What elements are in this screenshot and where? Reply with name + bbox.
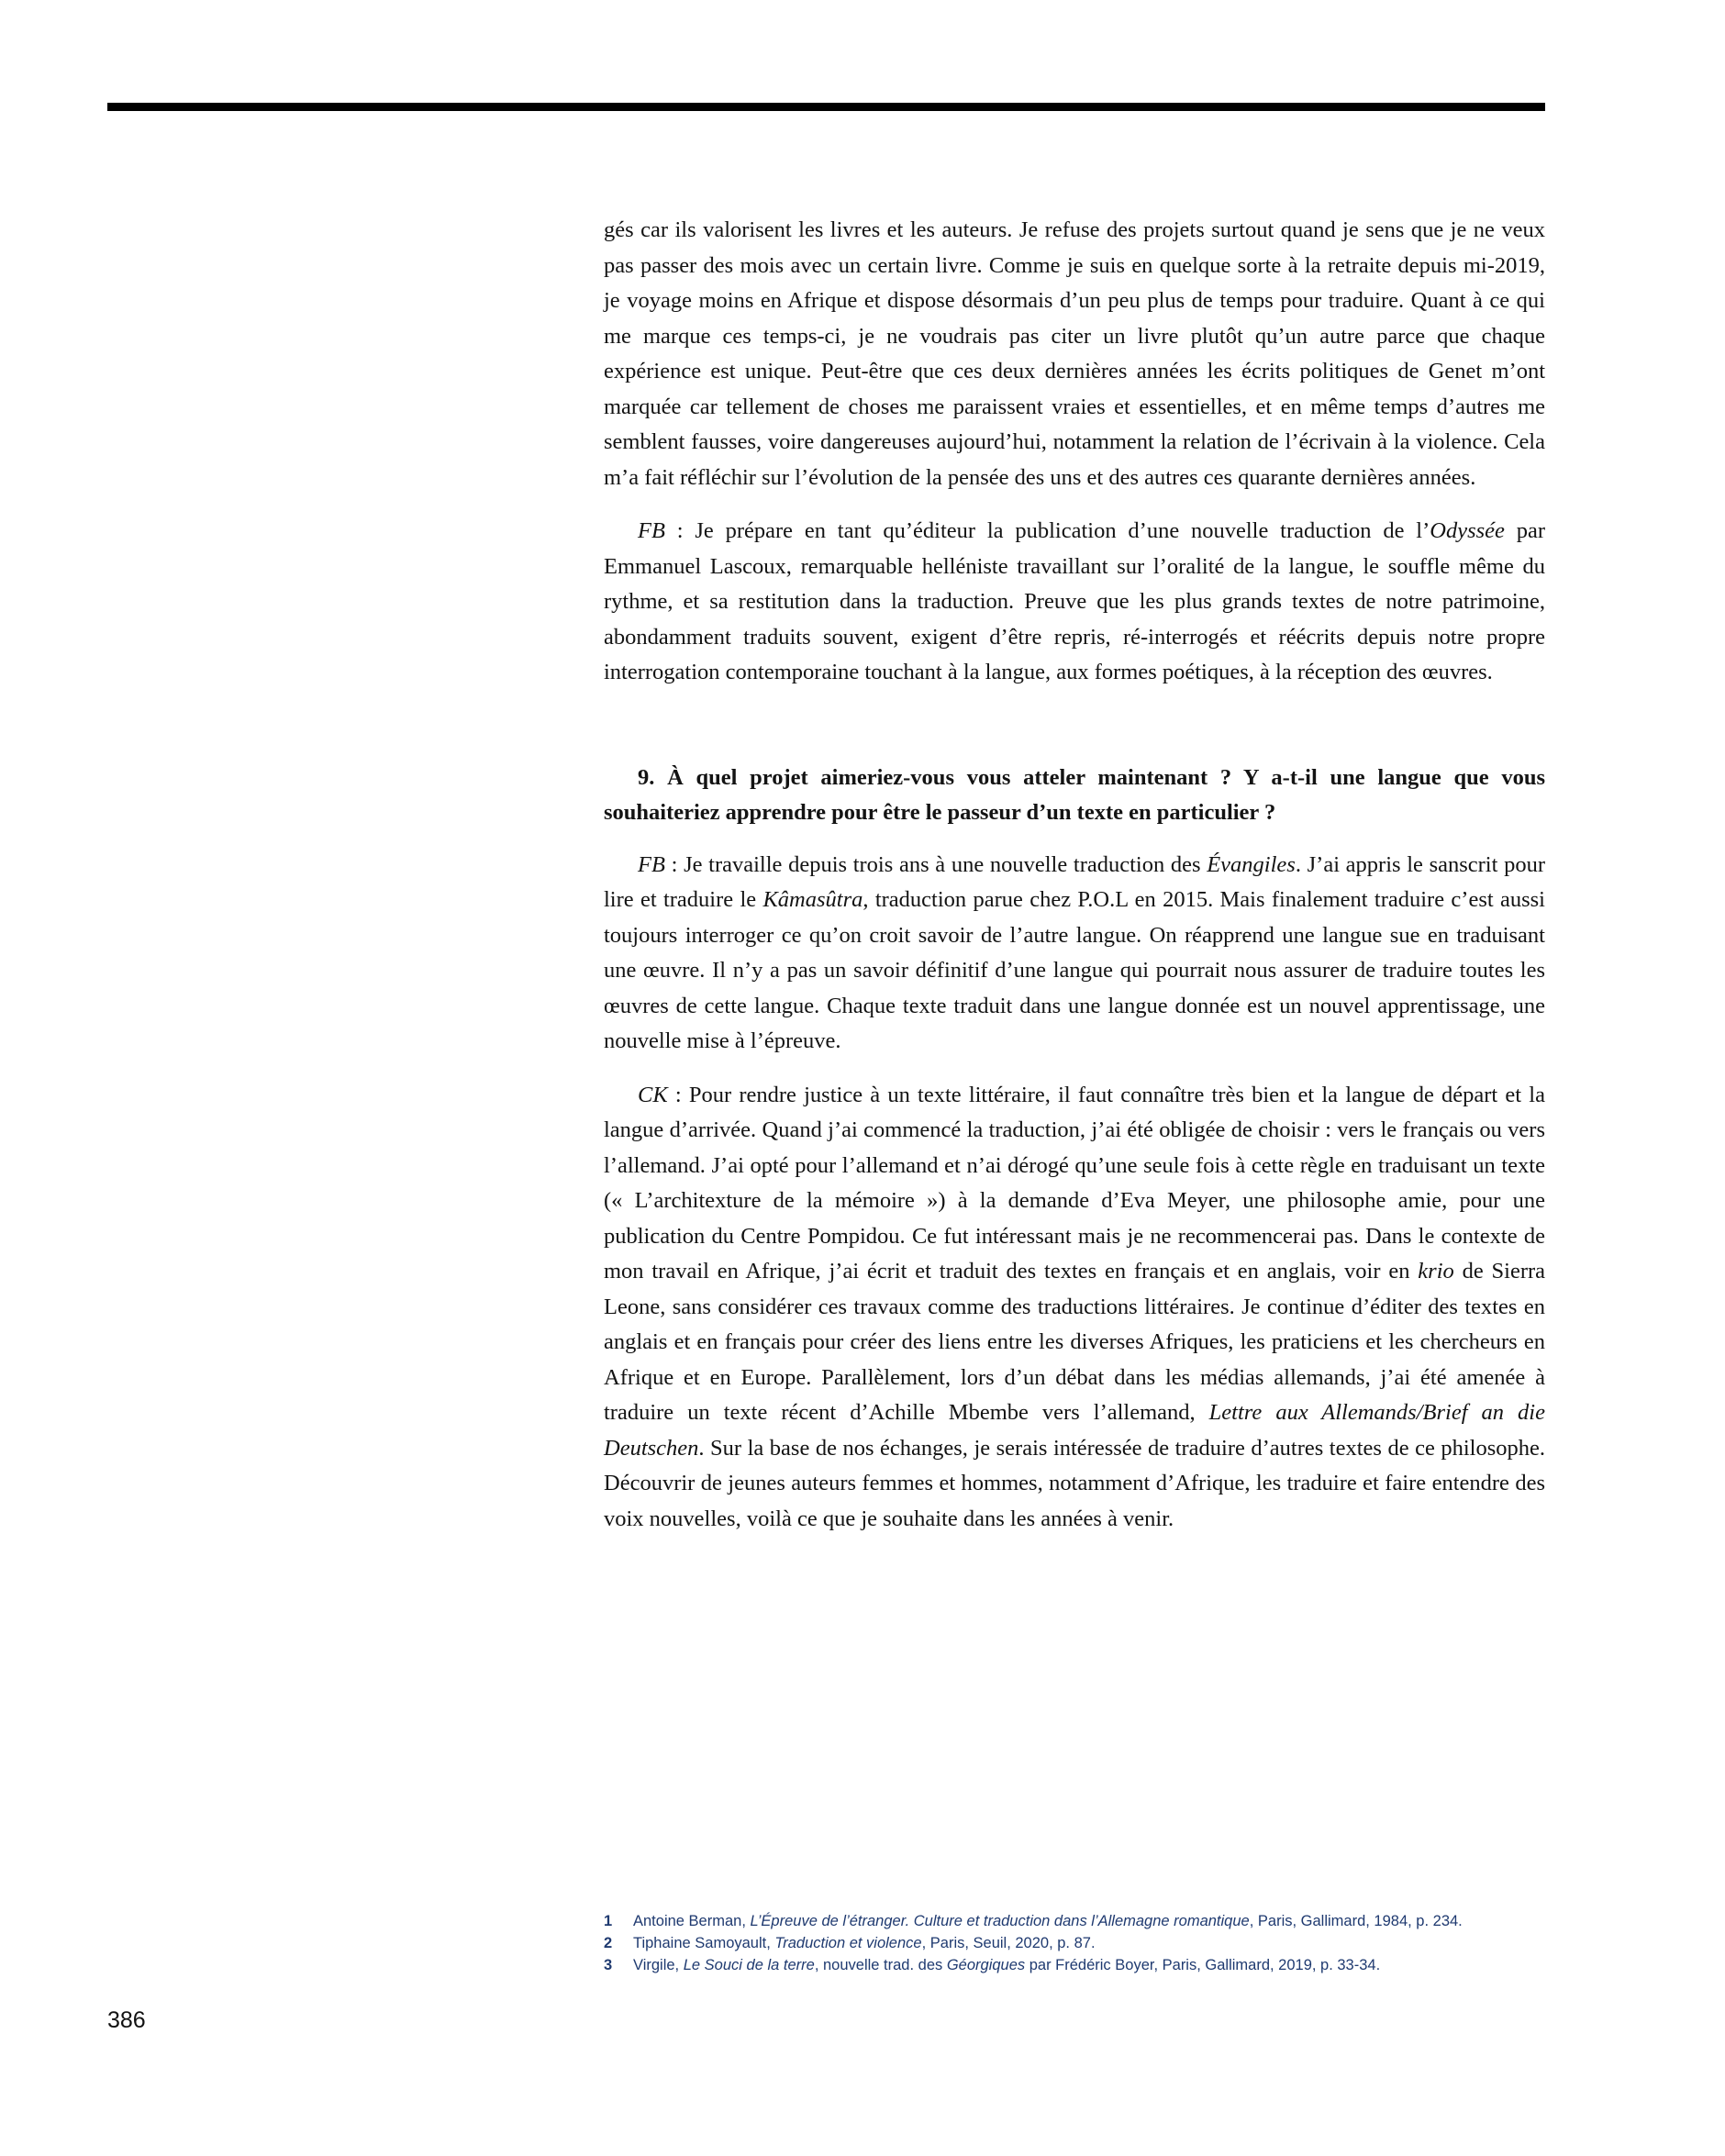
paragraph-continued-from-previous-page: gés car ils valorisent les livres et les auteurs. Je refuse des projets surtout quand je sens que je ne veux pas passer des mois avec un certain livre. Comme je suis en quelque sorte à la retraite depuis mi-2019, je voyage moins en Afrique et dispose désormais d’un peu plus de temps pour traduire. Quant à ce qui me marque ces temps-ci, je ne voudrais pas citer un livre plutôt qu’un autre parce que chaque expérience est unique. Peut-être que ces deux dernières années les écrits politiques de Genet m’ont marquée car tellement de choses me paraissent vraies et essentielles, et en même temps d’autres me semblent fausses, voire dangereuses aujourd’hui, notamment la relation de l’écrivain à la violence. Cela m’a fait réfléchir sur l’évolution de la pensée des uns et des autres ces quarante dernières années. bbox=[604, 217, 1545, 490]
text-column bbox=[604, 213, 1545, 1537]
footnote-number: 1 bbox=[604, 1913, 613, 1929]
footnote-text: Antoine Berman, L’Épreuve de l’étranger. Culture et traduction dans l’Allemagne romantique, Paris, Gallimard, 1984, p. 234. bbox=[633, 1913, 1463, 1929]
footnotes-block bbox=[604, 1910, 1545, 1976]
footnote-number: 2 bbox=[604, 1935, 613, 1951]
footnote bbox=[604, 1932, 1545, 1954]
paragraph-fb-odyssee: FB : Je prépare en tant qu’éditeur la publication d’une nouvelle traduction de l’Odyssée par Emmanuel Lascoux, remarquable helléniste travaillant sur l’oralité de la langue, le souffle même du rythme, et sa restitution dans la traduction. Preuve que les plus grands textes de notre patrimoine, abondamment traduits souvent, exigent d’être repris, ré-interrogés et réécrits depuis notre propre interrogation contemporaine touchant à la langue, aux formes poétiques, à la réception des œuvres. bbox=[604, 518, 1545, 684]
top-rule bbox=[107, 103, 1545, 111]
question-9-heading: 9. À quel projet aimeriez-vous vous atteler maintenant ? Y a-t-il une langue que vous souhaiteriez apprendre pour être le passeur d’un texte en particulier ? bbox=[604, 764, 1545, 825]
footnote-text: Virgile, Le Souci de la terre, nouvelle trad. des Géorgiques par Frédéric Boyer, Paris, Gallimard, 2019, p. 33-34. bbox=[633, 1957, 1381, 1973]
footnote bbox=[604, 1910, 1545, 1932]
footnote-text: Tiphaine Samoyault, Traduction et violence, Paris, Seuil, 2020, p. 87. bbox=[633, 1935, 1096, 1951]
paragraph-fb-evangiles: FB : Je travaille depuis trois ans à une nouvelle traduction des Évangiles. J’ai appris le sanscrit pour lire et traduire le Kâmasûtra, traduction parue chez P.O.L en 2015. Mais finalement traduire c’est aussi toujours interroger ce qu’on croit savoir de l’autre langue. On réapprend une langue sue en traduisant une œuvre. Il n’y a pas un savoir définitif d’une langue qui pourrait nous assurer de traduire toutes les œuvres de cette langue. Chaque texte traduit dans une langue donnée est un nouvel apprentissage, une nouvelle mise à l’épreuve. bbox=[604, 851, 1545, 1053]
footnote-number: 3 bbox=[604, 1957, 613, 1973]
footnote bbox=[604, 1954, 1545, 1976]
page-number: 386 bbox=[107, 2007, 146, 2033]
paragraph-ck-response: CK : Pour rendre justice à un texte littéraire, il faut connaître très bien et la langue de départ et la langue d’arrivée. Quand j’ai commencé la traduction, j’ai été obligée de choisir : vers le français ou vers l’allemand. J’ai opté pour l’allemand et n’ai dérogé qu’une seule fois à cette règle en traduisant un texte (« L’architexture de la mémoire ») à la demande d’Eva Meyer, une philosophe amie, pour une publication du Centre Pompidou. Ce fut intéressant mais je ne recommencerai pas. Dans le contexte de mon travail en Afrique, j’ai écrit et traduit des textes en français et en anglais, voir en krio de Sierra Leone, sans considérer ces travaux comme des traductions littéraires. Je continue d’éditer des textes en anglais et en français pour créer des liens entre les diverses Afriques, les praticiens et les chercheurs en Afrique et en Europe. Parallèlement, lors d’un débat dans les médias allemands, j’ai été amenée à traduire un texte récent d’Achille Mbembe vers l’allemand, Lettre aux Allemands/Brief an die Deutschen. Sur la base de nos échanges, je serais intéressée de traduire d’autres textes de ce philosophe. Découvrir de jeunes auteurs femmes et hommes, notamment d’Afrique, les traduire et faire entendre des voix nouvelles, voilà ce que je souhaite dans les années à venir. bbox=[604, 1082, 1546, 1531]
